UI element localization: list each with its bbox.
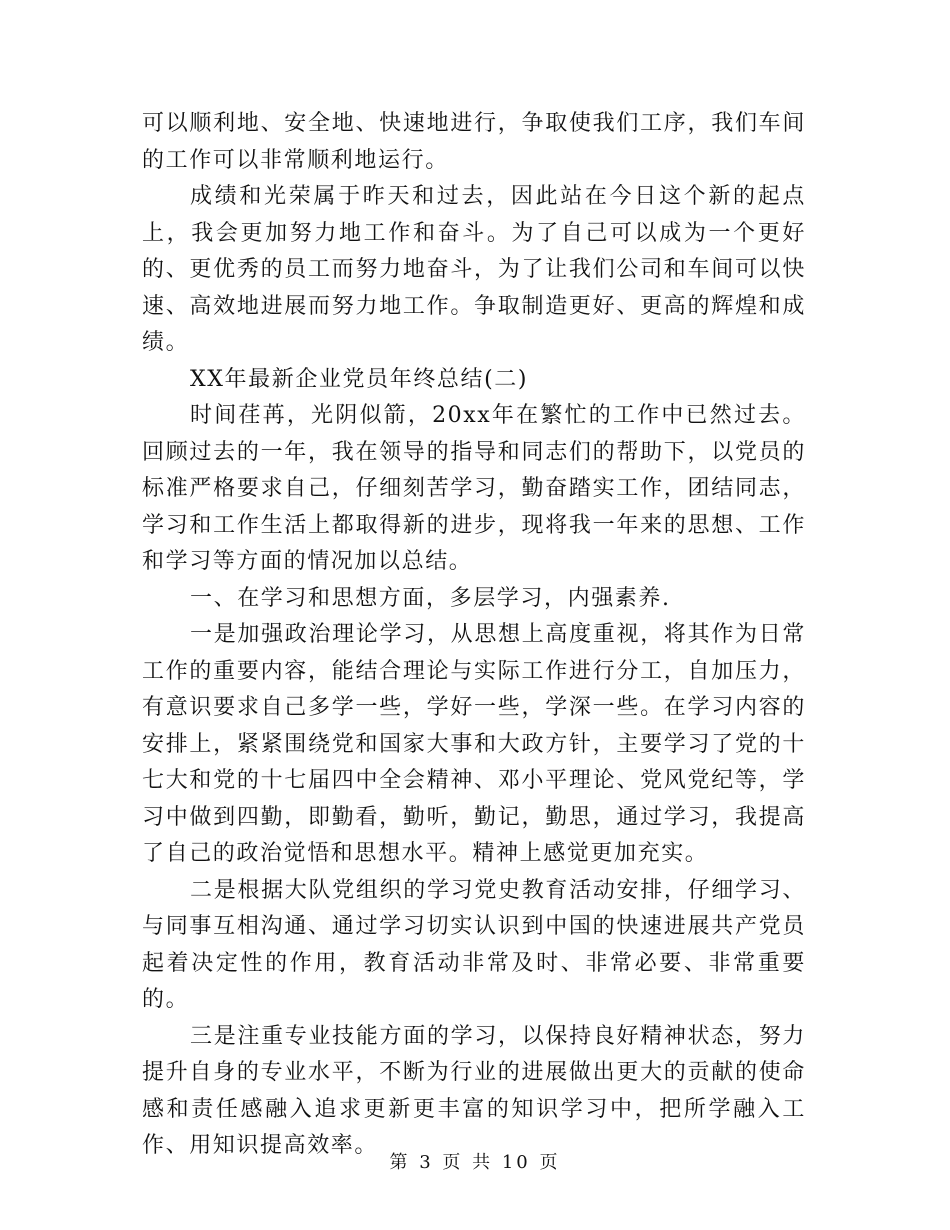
- paragraph-2: 成绩和光荣属于昨天和过去，因此站在今日这个新的起点上，我会更加努力地工作和奋斗。为了自己可以成为一个更好的、更优秀的员工而努力地奋斗，为了让我们公司和车间可以快速、高效地进展而努力地工作。争取制造更好、更高的辉煌和成绩。: [142, 184, 806, 355]
- section-heading-1: 一、在学习和思想方面，多层学习，内强素养.: [190, 585, 671, 611]
- paragraph-4: 一是加强政治理论学习，从思想上高度重视，将其作为日常工作的重要内容，能结合理论与实际工作进行分工，自加压力，有意识要求自己多学一些，学好一些，学深一些。在学习内容的安排上，紧紧围绕党和国家大事和大政方针，主要学习了党的十七大和党的十七届四中全会精神、邓小平理论、党风党纪等，学习中做到四勤，即勤看，勤听，勤记，勤思，通过学习，我提高了自己的政治觉悟和思想水平。精神上感觉更加充实。: [142, 622, 806, 866]
- paragraph-1: 可以顺利地、安全地、快速地进行，争取使我们工序，我们车间的工作可以非常顺利地运行。: [142, 111, 806, 173]
- section-title: XX年最新企业党员年终总结(二): [190, 366, 529, 392]
- page-number-footer: 第 3 页 共 10 页: [389, 1152, 561, 1173]
- paragraph-5: 二是根据大队党组织的学习党史教育活动安排，仔细学习、与同事互相沟通、通过学习切实认识到中国的快速进展共产党员起着决定性的作用，教育活动非常及时、非常必要、非常重要的。: [142, 877, 806, 1012]
- paragraph-6: 三是注重专业技能方面的学习，以保持良好精神状态，努力提升自身的专业水平，不断为行业的进展做出更大的贡献的使命感和责任感融入追求更新更丰富的知识学习中，把所学融入工作、用知识提高效率。: [142, 1023, 806, 1158]
- paragraph-3: 时间荏苒，光阴似箭，20xx年在繁忙的工作中已然过去。回顾过去的一年，我在领导的指导和同志们的帮助下，以党员的标准严格要求自己，仔细刻苦学习，勤奋踏实工作，团结同志，学习和工作生活上都取得新的进步，现将我一年来的思想、工作和学习等方面的情况加以总结。: [142, 403, 806, 574]
- document-body: [142, 106, 806, 1165]
